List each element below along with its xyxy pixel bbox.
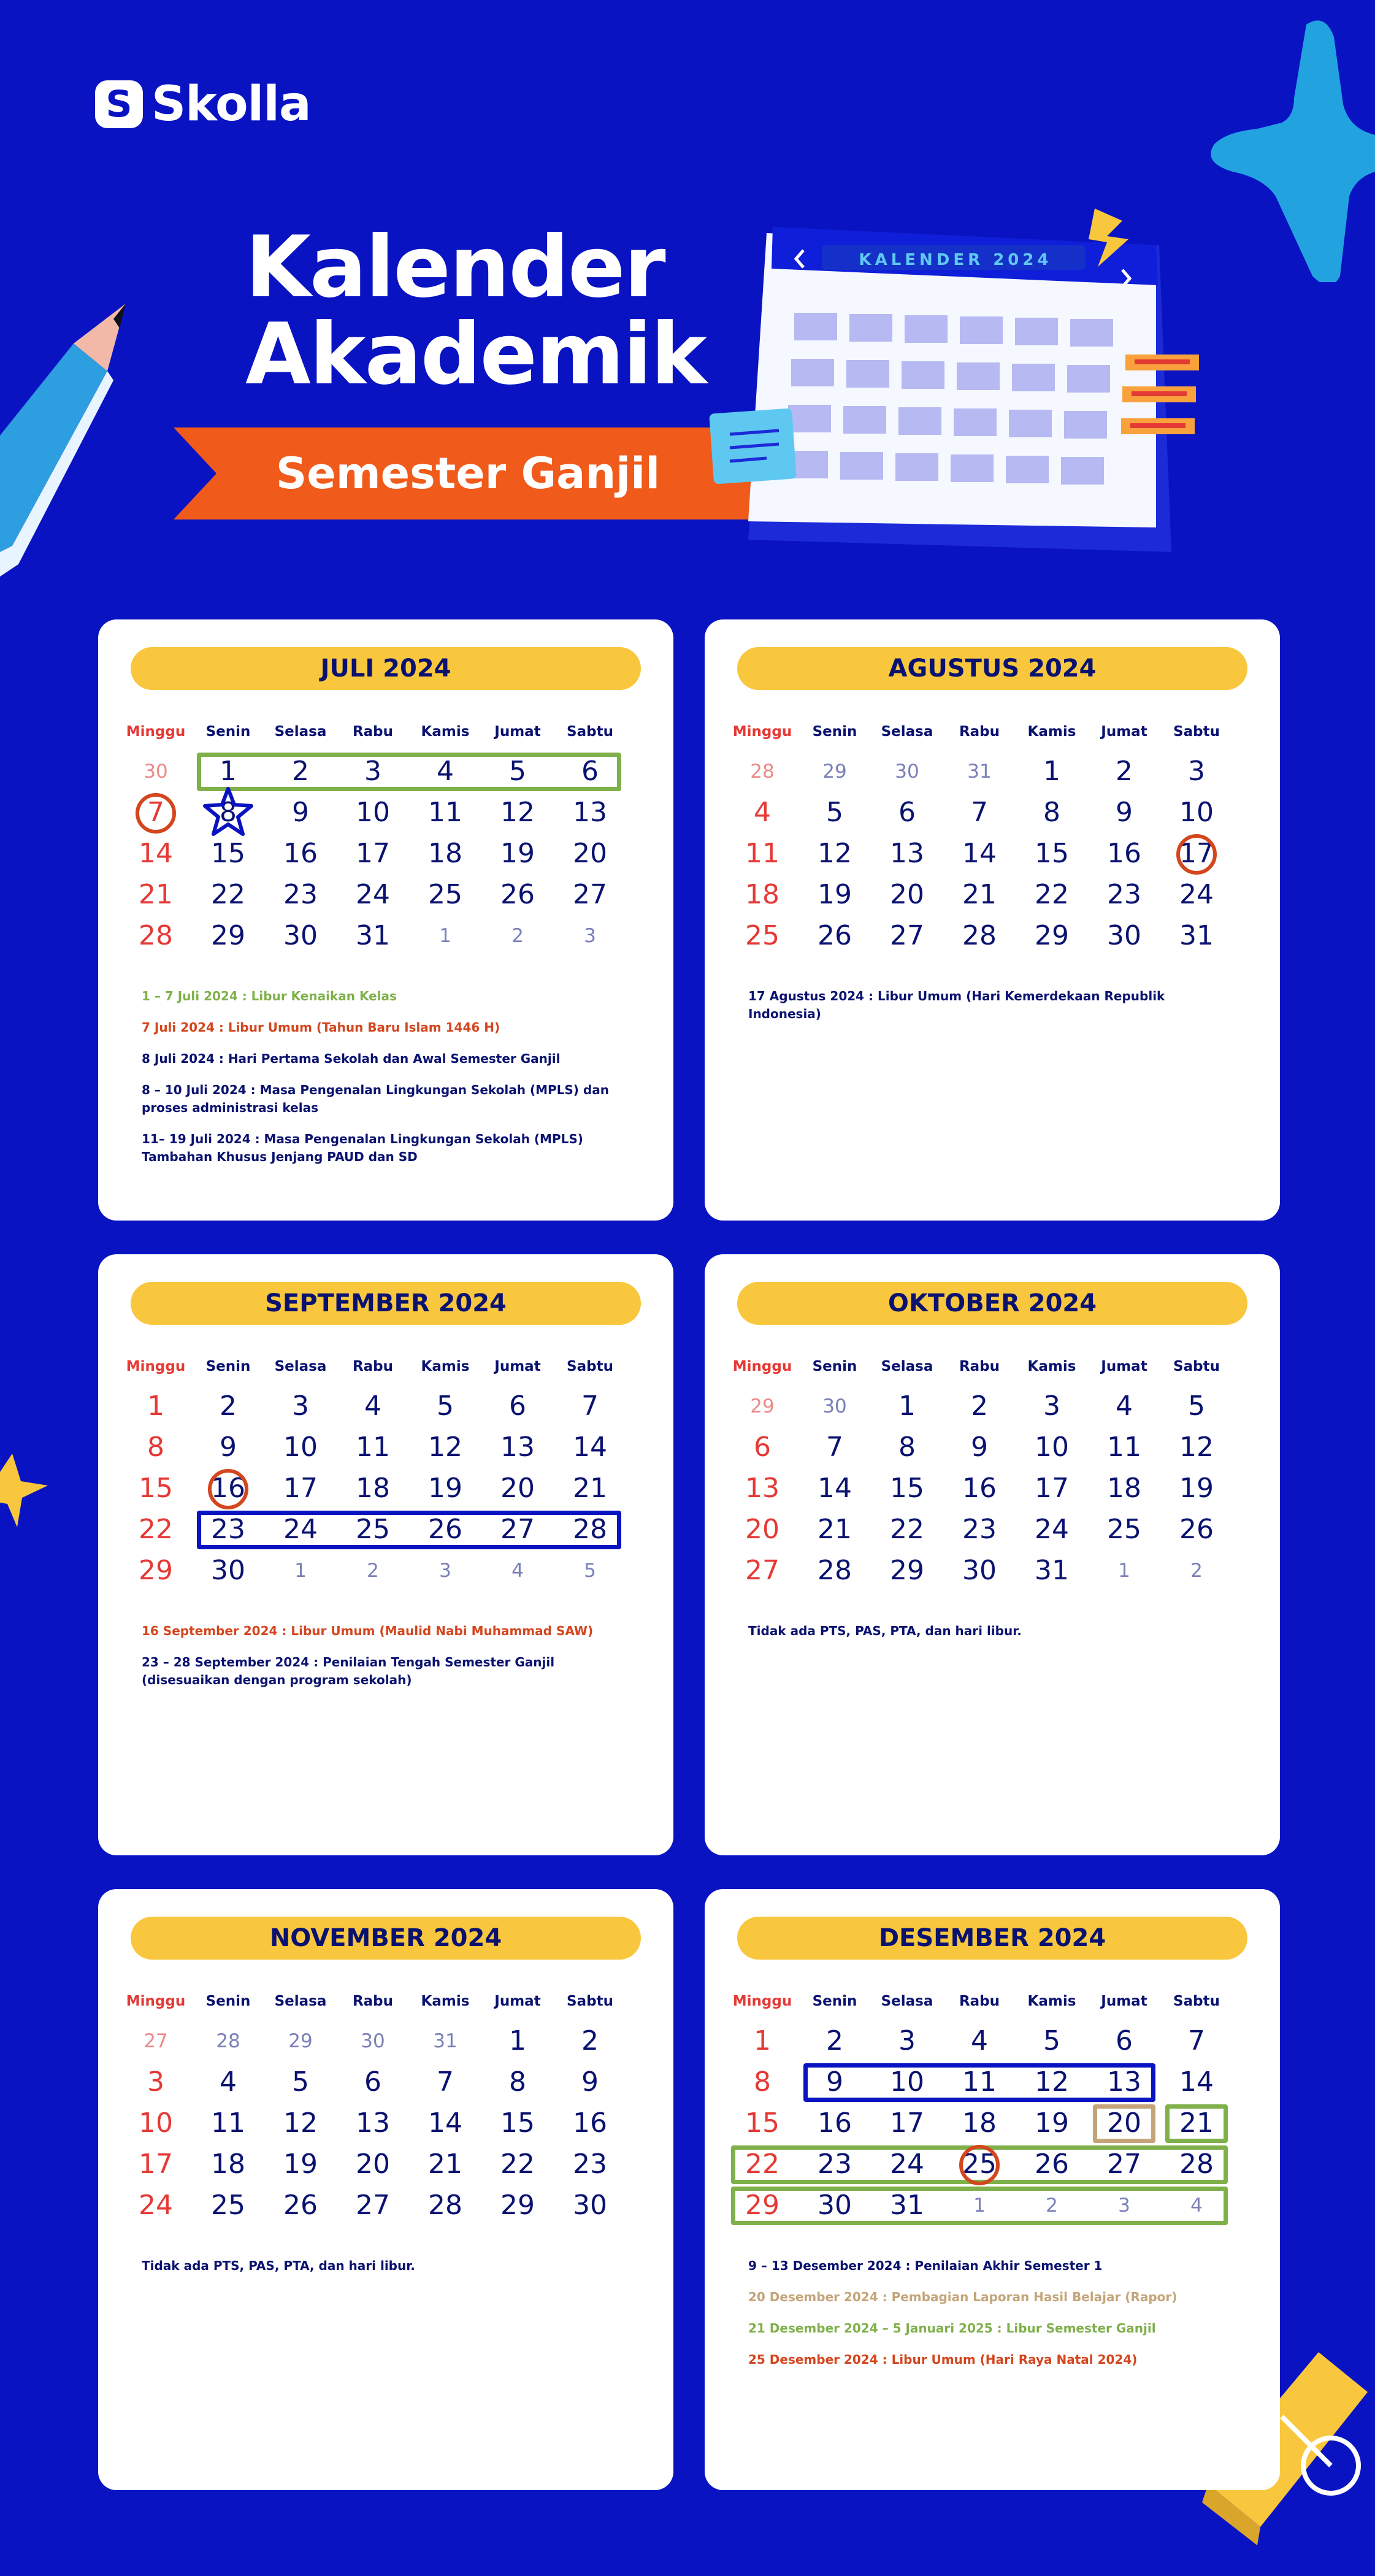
day-cell: 20 xyxy=(573,838,607,869)
day-cell: 9 xyxy=(971,1432,988,1463)
note-item: 8 – 10 Juli 2024 : Masa Pengenalan Lingkungan Sekolah (MPLS) dan proses administrasi kelas xyxy=(142,1083,609,1115)
day-cell: 29 xyxy=(822,761,847,783)
day-cell: 8 xyxy=(147,1432,164,1463)
day-cell: 20 xyxy=(1107,2107,1141,2139)
day-cell: 14 xyxy=(1179,2066,1214,2098)
day-cell: 2 xyxy=(581,2025,599,2057)
day-cell: 29 xyxy=(890,1555,924,1586)
day-cell: 11 xyxy=(356,1432,390,1463)
day-cell: 3 xyxy=(1118,2195,1130,2217)
weekday-header: Senin xyxy=(812,1359,857,1374)
note-item: Tidak ada PTS, PAS, PTA, dan hari libur. xyxy=(748,1623,1022,1638)
weekday-header: Minggu xyxy=(126,1359,186,1374)
day-cell: 15 xyxy=(139,1473,173,1504)
day-cell: 13 xyxy=(890,838,924,869)
day-cell: 10 xyxy=(890,2066,924,2098)
day-cell: 4 xyxy=(1190,2195,1203,2217)
day-cell: 27 xyxy=(573,879,607,910)
weekday-header: Kamis xyxy=(421,1359,470,1374)
day-cell: 27 xyxy=(890,920,924,951)
day-cell: 6 xyxy=(754,1432,771,1463)
day-cell: 23 xyxy=(573,2149,607,2180)
note-item: 21 Desember 2024 – 5 Januari 2025 : Libur Semester Ganjil xyxy=(748,2321,1156,2336)
day-cell: 11 xyxy=(1107,1432,1141,1463)
day-cell: 26 xyxy=(1035,2149,1069,2180)
weekday-header: Selasa xyxy=(881,724,933,740)
month-title: SEPTEMBER 2024 xyxy=(131,1282,641,1325)
day-cell: 26 xyxy=(428,1514,462,1545)
day-cell: 27 xyxy=(144,2030,168,2052)
notes-list xyxy=(748,987,1239,1037)
day-cell: 1 xyxy=(147,1390,164,1422)
day-cell: 15 xyxy=(211,838,245,869)
day-cell: 17 xyxy=(1179,838,1214,869)
day-cell: 31 xyxy=(356,920,390,951)
weekday-header: Minggu xyxy=(126,1993,186,2009)
day-cell: 6 xyxy=(1116,2025,1133,2057)
weekday-header: Minggu xyxy=(126,724,186,740)
day-cell: 31 xyxy=(1035,1555,1069,1586)
day-cell: 10 xyxy=(283,1432,318,1463)
weekday-header: Senin xyxy=(812,724,857,740)
day-cell: 28 xyxy=(216,2030,240,2052)
day-cell: 12 xyxy=(500,797,535,828)
day-cell: 4 xyxy=(364,1390,381,1422)
day-cell: 18 xyxy=(962,2107,997,2139)
day-cell: 28 xyxy=(1179,2149,1214,2180)
month-card-oktober xyxy=(705,1254,1280,1855)
day-cell: 12 xyxy=(428,1432,462,1463)
note-item: Tidak ada PTS, PAS, PTA, dan hari libur. xyxy=(142,2258,415,2273)
day-cell: 19 xyxy=(1179,1473,1214,1504)
day-cell: 2 xyxy=(367,1560,379,1582)
note-item: 7 Juli 2024 : Libur Umum (Tahun Baru Islam 1446 H) xyxy=(142,1020,500,1035)
day-cell: 10 xyxy=(139,2107,173,2139)
day-cell: 30 xyxy=(1107,920,1141,951)
day-cell: 6 xyxy=(364,2066,381,2098)
day-cell: 27 xyxy=(1107,2149,1141,2180)
day-cell: 24 xyxy=(890,2149,924,2180)
note-item: 25 Desember 2024 : Libur Umum (Hari Raya Natal 2024) xyxy=(748,2352,1138,2367)
weekday-header: Jumat xyxy=(494,1993,541,2009)
day-cell: 26 xyxy=(500,879,535,910)
day-cell: 18 xyxy=(1107,1473,1141,1504)
day-cell: 3 xyxy=(1188,756,1205,787)
day-cell: 21 xyxy=(1179,2107,1214,2139)
day-cell: 23 xyxy=(283,879,318,910)
day-cell: 30 xyxy=(361,2030,385,2052)
day-cell: 8 xyxy=(220,797,237,828)
day-cell: 21 xyxy=(428,2149,462,2180)
month-card-september xyxy=(98,1254,673,1855)
day-cell: 28 xyxy=(139,920,173,951)
notes-list xyxy=(748,2257,1239,2382)
weekday-header: Rabu xyxy=(352,1359,394,1374)
month-card-desember xyxy=(705,1889,1280,2490)
day-cell: 14 xyxy=(139,838,173,869)
day-cell: 30 xyxy=(144,761,168,783)
weekday-header: Kamis xyxy=(1027,1359,1076,1374)
day-cell: 28 xyxy=(573,1514,607,1545)
day-cell: 21 xyxy=(962,879,997,910)
day-cell: 13 xyxy=(356,2107,390,2139)
day-cell: 3 xyxy=(439,1560,451,1582)
weekday-header: Rabu xyxy=(352,724,394,740)
day-cell: 20 xyxy=(890,879,924,910)
day-cell: 27 xyxy=(745,1555,779,1586)
weekday-header: Selasa xyxy=(274,1359,327,1374)
weekday-header: Selasa xyxy=(881,1359,933,1374)
month-title: DESEMBER 2024 xyxy=(737,1917,1247,1960)
note-item: 8 Juli 2024 : Hari Pertama Sekolah dan Awal Semester Ganjil xyxy=(142,1051,561,1066)
day-cell: 1 xyxy=(220,756,237,787)
day-cell: 9 xyxy=(292,797,309,828)
day-cell: 12 xyxy=(283,2107,318,2139)
page-title xyxy=(245,218,706,404)
day-cell: 20 xyxy=(356,2149,390,2180)
day-cell: 3 xyxy=(1043,1390,1060,1422)
weekday-header: Sabtu xyxy=(1173,1359,1220,1374)
day-cell: 3 xyxy=(898,2025,916,2057)
day-cell: 17 xyxy=(356,838,390,869)
day-cell: 5 xyxy=(437,1390,454,1422)
day-cell: 1 xyxy=(973,2195,986,2217)
day-cell: 14 xyxy=(428,2107,462,2139)
day-cell: 14 xyxy=(818,1473,852,1504)
day-cell: 31 xyxy=(890,2190,924,2221)
small-star-icon xyxy=(0,1447,49,1533)
day-cell: 31 xyxy=(433,2030,458,2052)
day-cell: 25 xyxy=(745,920,779,951)
day-cell: 29 xyxy=(1035,920,1069,951)
weekday-header: Sabtu xyxy=(567,1359,613,1374)
day-cell: 1 xyxy=(1118,1560,1130,1582)
day-cell: 1 xyxy=(294,1560,307,1582)
day-cell: 1 xyxy=(898,1390,916,1422)
day-cell: 1 xyxy=(439,925,451,947)
notes-list xyxy=(142,2257,632,2288)
day-cell: 2 xyxy=(511,925,524,947)
day-cell: 30 xyxy=(962,1555,997,1586)
day-cell: 29 xyxy=(211,920,245,951)
day-cell: 16 xyxy=(962,1473,997,1504)
note-item: 11– 19 Juli 2024 : Masa Pengenalan Lingkungan Sekolah (MPLS) Tambahan Khusus Jenjang PAUD dan SD xyxy=(142,1132,583,1164)
day-cell: 30 xyxy=(818,2190,852,2221)
star-mark-icon xyxy=(202,786,254,838)
day-cell: 13 xyxy=(573,797,607,828)
day-cell: 28 xyxy=(962,920,997,951)
day-cell: 9 xyxy=(581,2066,599,2098)
day-cell: 30 xyxy=(573,2190,607,2221)
day-cell: 7 xyxy=(581,1390,599,1422)
day-cell: 30 xyxy=(895,761,919,783)
month-title: NOVEMBER 2024 xyxy=(131,1917,641,1960)
day-cell: 15 xyxy=(745,2107,779,2139)
day-cell: 2 xyxy=(292,756,309,787)
day-cell: 3 xyxy=(292,1390,309,1422)
day-cell: 11 xyxy=(962,2066,997,2098)
day-cell: 10 xyxy=(356,797,390,828)
day-cell: 8 xyxy=(509,2066,526,2098)
day-cell: 16 xyxy=(283,838,318,869)
day-cell: 13 xyxy=(500,1432,535,1463)
day-cell: 22 xyxy=(500,2149,535,2180)
month-card-agustus xyxy=(705,619,1280,1221)
day-cell: 4 xyxy=(754,797,771,828)
day-cell: 18 xyxy=(428,838,462,869)
day-cell: 6 xyxy=(581,756,599,787)
calendar-illustration xyxy=(705,209,1208,558)
calendar-illustration-label: KALENDER 2024 xyxy=(859,251,1052,269)
notes-list xyxy=(142,987,632,1179)
day-cell: 29 xyxy=(288,2030,313,2052)
day-cell: 9 xyxy=(220,1432,237,1463)
day-cell: 6 xyxy=(898,797,916,828)
day-cell: 21 xyxy=(573,1473,607,1504)
notes-list xyxy=(142,1622,632,1703)
day-cell: 3 xyxy=(364,756,381,787)
day-cell: 3 xyxy=(584,925,596,947)
day-cell: 1 xyxy=(1043,756,1060,787)
weekday-header: Senin xyxy=(812,1993,857,2009)
weekday-header: Senin xyxy=(205,1359,251,1374)
weekday-header: Rabu xyxy=(959,1359,1000,1374)
day-cell: 22 xyxy=(139,1514,173,1545)
day-cell: 11 xyxy=(745,838,779,869)
day-cell: 28 xyxy=(750,761,775,783)
note-item: 20 Desember 2024 : Pembagian Laporan Hasil Belajar (Rapor) xyxy=(748,2290,1178,2304)
day-cell: 20 xyxy=(500,1473,535,1504)
note-item: 1 – 7 Juli 2024 : Libur Kenaikan Kelas xyxy=(142,989,397,1003)
day-cell: 29 xyxy=(750,1395,775,1417)
weekday-header: Minggu xyxy=(732,1359,792,1374)
day-cell: 19 xyxy=(283,2149,318,2180)
day-cell: 29 xyxy=(745,2190,779,2221)
day-cell: 31 xyxy=(1179,920,1214,951)
day-cell: 25 xyxy=(211,2190,245,2221)
weekday-header: Sabtu xyxy=(567,724,613,740)
day-cell: 10 xyxy=(1035,1432,1069,1463)
title-line-2: Akademik xyxy=(245,305,706,404)
day-cell: 25 xyxy=(428,879,462,910)
day-cell: 16 xyxy=(818,2107,852,2139)
day-cell: 28 xyxy=(818,1555,852,1586)
day-cell: 4 xyxy=(971,2025,988,2057)
weekday-header: Minggu xyxy=(732,1993,792,2009)
day-cell: 5 xyxy=(509,756,526,787)
day-cell: 7 xyxy=(971,797,988,828)
day-cell: 22 xyxy=(890,1514,924,1545)
title-line-1: Kalender xyxy=(245,218,665,316)
day-cell: 31 xyxy=(967,761,992,783)
weekday-header: Rabu xyxy=(352,1993,394,2009)
day-cell: 15 xyxy=(1035,838,1069,869)
day-cell: 18 xyxy=(211,2149,245,2180)
day-cell: 13 xyxy=(745,1473,779,1504)
day-cell: 30 xyxy=(211,1555,245,1586)
day-cell: 17 xyxy=(283,1473,318,1504)
day-cell: 27 xyxy=(356,2190,390,2221)
day-cell: 4 xyxy=(437,756,454,787)
day-cell: 29 xyxy=(500,2190,535,2221)
day-cell: 22 xyxy=(1035,879,1069,910)
ribbon-label: Semester Ganjil xyxy=(275,448,661,499)
day-cell: 3 xyxy=(147,2066,164,2098)
day-cell: 19 xyxy=(818,879,852,910)
day-cell: 24 xyxy=(1179,879,1214,910)
weekday-header: Kamis xyxy=(1027,1993,1076,2009)
weekday-header: Sabtu xyxy=(1173,1993,1220,2009)
day-cell: 21 xyxy=(139,879,173,910)
day-cell: 30 xyxy=(283,920,318,951)
day-cell: 23 xyxy=(818,2149,852,2180)
note-item: 9 – 13 Desember 2024 : Penilaian Akhir Semester 1 xyxy=(748,2258,1103,2273)
day-cell: 2 xyxy=(971,1390,988,1422)
day-cell: 28 xyxy=(428,2190,462,2221)
day-cell: 11 xyxy=(428,797,462,828)
day-cell: 19 xyxy=(1035,2107,1069,2139)
day-cell: 16 xyxy=(211,1473,245,1504)
day-cell: 14 xyxy=(573,1432,607,1463)
day-cell: 23 xyxy=(211,1514,245,1545)
brand-logo[interactable] xyxy=(95,77,311,132)
day-cell: 13 xyxy=(1107,2066,1141,2098)
notes-list xyxy=(748,1622,1239,1654)
pencil-icon xyxy=(0,294,135,577)
day-cell: 8 xyxy=(898,1432,916,1463)
day-cell: 22 xyxy=(745,2149,779,2180)
day-cell: 19 xyxy=(428,1473,462,1504)
day-cell: 2 xyxy=(1190,1560,1203,1582)
day-cell: 18 xyxy=(356,1473,390,1504)
day-cell: 8 xyxy=(1043,797,1060,828)
weekday-header: Selasa xyxy=(274,1993,327,2009)
day-cell: 24 xyxy=(139,2190,173,2221)
day-cell: 12 xyxy=(1179,1432,1214,1463)
note-item: 16 September 2024 : Libur Umum (Maulid Nabi Muhammad SAW) xyxy=(142,1623,594,1638)
day-cell: 7 xyxy=(437,2066,454,2098)
brand-name: Skolla xyxy=(151,77,311,132)
month-title: AGUSTUS 2024 xyxy=(737,647,1247,690)
day-cell: 15 xyxy=(890,1473,924,1504)
day-cell: 17 xyxy=(890,2107,924,2139)
decor-star-icon xyxy=(1202,12,1375,282)
day-cell: 17 xyxy=(139,2149,173,2180)
day-cell: 19 xyxy=(500,838,535,869)
day-cell: 5 xyxy=(826,797,843,828)
weekday-header: Senin xyxy=(205,724,251,740)
day-cell: 25 xyxy=(1107,1514,1141,1545)
day-cell: 7 xyxy=(147,797,164,828)
day-cell: 26 xyxy=(1179,1514,1214,1545)
weekday-header: Sabtu xyxy=(1173,724,1220,740)
month-card-juli xyxy=(98,619,673,1221)
day-cell: 5 xyxy=(292,2066,309,2098)
day-cell: 5 xyxy=(1043,2025,1060,2057)
day-cell: 24 xyxy=(283,1514,318,1545)
day-cell: 15 xyxy=(500,2107,535,2139)
day-cell: 7 xyxy=(1188,2025,1205,2057)
day-cell: 4 xyxy=(511,1560,524,1582)
day-cell: 4 xyxy=(1116,1390,1133,1422)
day-cell: 23 xyxy=(962,1514,997,1545)
day-cell: 2 xyxy=(1116,756,1133,787)
weekday-header: Kamis xyxy=(1027,724,1076,740)
note-item: 23 – 28 September 2024 : Penilaian Tengah Semester Ganjil (disesuaikan dengan program sekolah) xyxy=(142,1655,555,1687)
day-cell: 2 xyxy=(826,2025,843,2057)
day-cell: 1 xyxy=(509,2025,526,2057)
day-cell: 4 xyxy=(220,2066,237,2098)
weekday-header: Senin xyxy=(205,1993,251,2009)
weekday-header: Kamis xyxy=(421,724,470,740)
day-cell: 17 xyxy=(1035,1473,1069,1504)
day-cell: 21 xyxy=(818,1514,852,1545)
weekday-header: Rabu xyxy=(959,1993,1000,2009)
day-cell: 10 xyxy=(1179,797,1214,828)
weekday-header: Minggu xyxy=(732,724,792,740)
day-cell: 8 xyxy=(754,2066,771,2098)
day-cell: 18 xyxy=(745,879,779,910)
day-cell: 11 xyxy=(211,2107,245,2139)
day-cell: 22 xyxy=(211,879,245,910)
day-cell: 12 xyxy=(1035,2066,1069,2098)
weekday-header: Kamis xyxy=(421,1993,470,2009)
weekday-header: Jumat xyxy=(1101,1993,1147,2009)
day-cell: 23 xyxy=(1107,879,1141,910)
day-cell: 5 xyxy=(584,1560,596,1582)
day-cell: 20 xyxy=(745,1514,779,1545)
day-cell: 6 xyxy=(509,1390,526,1422)
day-cell: 12 xyxy=(818,838,852,869)
day-cell: 16 xyxy=(1107,838,1141,869)
weekday-header: Selasa xyxy=(274,724,327,740)
month-title: OKTOBER 2024 xyxy=(737,1282,1247,1325)
day-cell: 5 xyxy=(1188,1390,1205,1422)
weekday-header: Jumat xyxy=(1101,1359,1147,1374)
day-cell: 29 xyxy=(139,1555,173,1586)
day-cell: 30 xyxy=(822,1395,847,1417)
day-cell: 27 xyxy=(500,1514,535,1545)
day-cell: 1 xyxy=(754,2025,771,2057)
weekday-header: Jumat xyxy=(494,1359,541,1374)
day-cell: 2 xyxy=(1046,2195,1058,2217)
day-cell: 24 xyxy=(1035,1514,1069,1545)
month-card-november xyxy=(98,1889,673,2490)
day-cell: 14 xyxy=(962,838,997,869)
day-cell: 24 xyxy=(356,879,390,910)
weekday-header: Selasa xyxy=(881,1993,933,2009)
note-item: 17 Agustus 2024 : Libur Umum (Hari Kemerdekaan Republik Indonesia) xyxy=(748,989,1165,1021)
day-cell: 9 xyxy=(1116,797,1133,828)
month-title: JULI 2024 xyxy=(131,647,641,690)
day-cell: 7 xyxy=(826,1432,843,1463)
day-cell: 25 xyxy=(962,2149,997,2180)
day-cell: 2 xyxy=(220,1390,237,1422)
day-cell: 16 xyxy=(573,2107,607,2139)
weekday-header: Jumat xyxy=(1101,724,1147,740)
weekday-header: Jumat xyxy=(494,724,541,740)
weekday-header: Rabu xyxy=(959,724,1000,740)
day-cell: 9 xyxy=(826,2066,843,2098)
logo-mark-icon: S xyxy=(95,80,143,128)
weekday-header: Sabtu xyxy=(567,1993,613,2009)
day-cell: 26 xyxy=(283,2190,318,2221)
day-cell: 25 xyxy=(356,1514,390,1545)
day-cell: 26 xyxy=(818,920,852,951)
